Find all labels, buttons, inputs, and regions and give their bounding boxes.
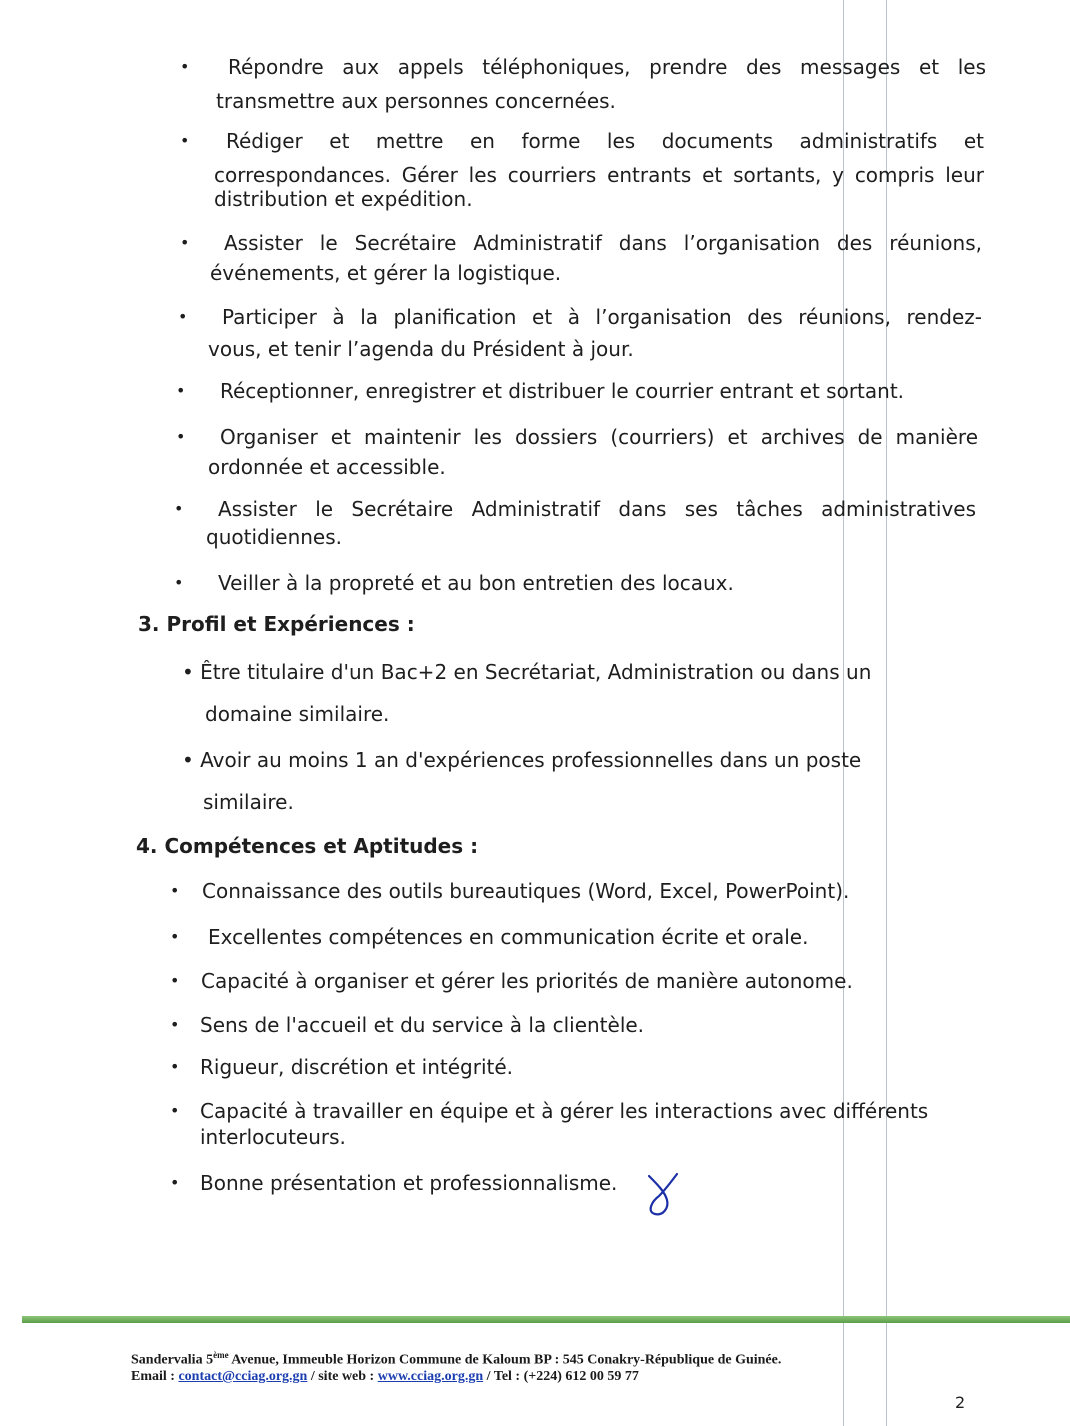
bullet: • <box>170 1057 180 1076</box>
list-item-line: similaire. <box>203 790 294 814</box>
list-item-line: Assister le Secrétaire Administratif dans ses tâches administratives <box>218 497 976 521</box>
bullet: • <box>174 573 184 592</box>
bullet: • <box>178 307 188 326</box>
section-heading: 3. Profil et Expériences : <box>138 612 415 636</box>
list-item-line: Rédiger et mettre en forme les documents administratifs et <box>226 129 984 153</box>
bullet: • <box>180 233 190 252</box>
list-item-line: Réceptionner, enregistrer et distribuer le courrier entrant et sortant. <box>220 379 905 403</box>
email-link[interactable]: contact@cciag.org.gn <box>178 1369 308 1384</box>
footer-address: Sandervalia 5ème Avenue, Immeuble Horizon Commune de Kaloum BP : 545 Conakry-République de Guinée. <box>131 1350 782 1368</box>
bullet: • <box>176 427 186 446</box>
list-item-line: ordonnée et accessible. <box>208 455 446 479</box>
footer-contact: Email : contact@cciag.org.gn / site web : www.cciag.org.gn / Tel : (+224) 612 00 59 77 <box>131 1369 639 1384</box>
scan-fold-line <box>843 0 844 1426</box>
list-item-line: distribution et expédition. <box>214 187 473 211</box>
bullet: • <box>180 131 190 150</box>
list-item-line: Connaissance des outils bureautiques (Word, Excel, PowerPoint). <box>202 879 850 903</box>
bullet: • <box>180 57 190 76</box>
bullet: • <box>170 1173 180 1192</box>
website-link[interactable]: www.cciag.org.gn <box>377 1369 484 1384</box>
list-item-line: Bonne présentation et professionnalisme. <box>200 1171 618 1195</box>
handwritten-initials-mark <box>643 1170 683 1220</box>
list-item-line: Sens de l'accueil et du service à la clientèle. <box>200 1013 645 1037</box>
list-item-line: domaine similaire. <box>205 702 390 726</box>
list-item-line: • Être titulaire d'un Bac+2 en Secrétariat, Administration ou dans un <box>182 660 872 684</box>
list-item-line: correspondances. Gérer les courriers entrants et sortants, y compris leur <box>214 163 984 187</box>
list-item-line: vous, et tenir l’agenda du Président à jour. <box>208 337 634 361</box>
page-number: 2 <box>955 1393 966 1412</box>
list-item-line: interlocuteurs. <box>200 1125 346 1149</box>
list-item-line: Participer à la planification et à l’organisation des réunions, rendez- <box>222 305 982 329</box>
list-item-line: Capacité à travailler en équipe et à gérer les interactions avec différents <box>200 1099 929 1123</box>
list-item-line: Capacité à organiser et gérer les priorités de manière autonome. <box>201 969 853 993</box>
bullet: • <box>170 927 180 946</box>
bullet: • <box>176 381 186 400</box>
list-item-line: Organiser et maintenir les dossiers (courriers) et archives de manière <box>220 425 978 449</box>
list-item-line: transmettre aux personnes concernées. <box>216 89 616 113</box>
list-item-line: Excellentes compétences en communication écrite et orale. <box>208 925 809 949</box>
list-item-line: événements, et gérer la logistique. <box>210 261 562 285</box>
scan-fold-line <box>886 0 887 1426</box>
list-item-line: quotidiennes. <box>206 525 342 549</box>
bullet: • <box>174 499 184 518</box>
bullet: • <box>170 1101 180 1120</box>
list-item-line: • Avoir au moins 1 an d'expériences professionnelles dans un poste <box>182 748 862 772</box>
list-item-line: Rigueur, discrétion et intégrité. <box>200 1055 514 1079</box>
list-item-line: Répondre aux appels téléphoniques, prendre des messages et les <box>228 55 986 79</box>
bullet: • <box>170 881 180 900</box>
bullet: • <box>170 1015 180 1034</box>
section-heading: 4. Compétences et Aptitudes : <box>136 834 479 858</box>
list-item-line: Veiller à la propreté et au bon entretien des locaux. <box>218 571 734 595</box>
list-item-line: Assister le Secrétaire Administratif dans l’organisation des réunions, <box>224 231 982 255</box>
footer-divider <box>22 1316 1070 1323</box>
bullet: • <box>170 971 180 990</box>
